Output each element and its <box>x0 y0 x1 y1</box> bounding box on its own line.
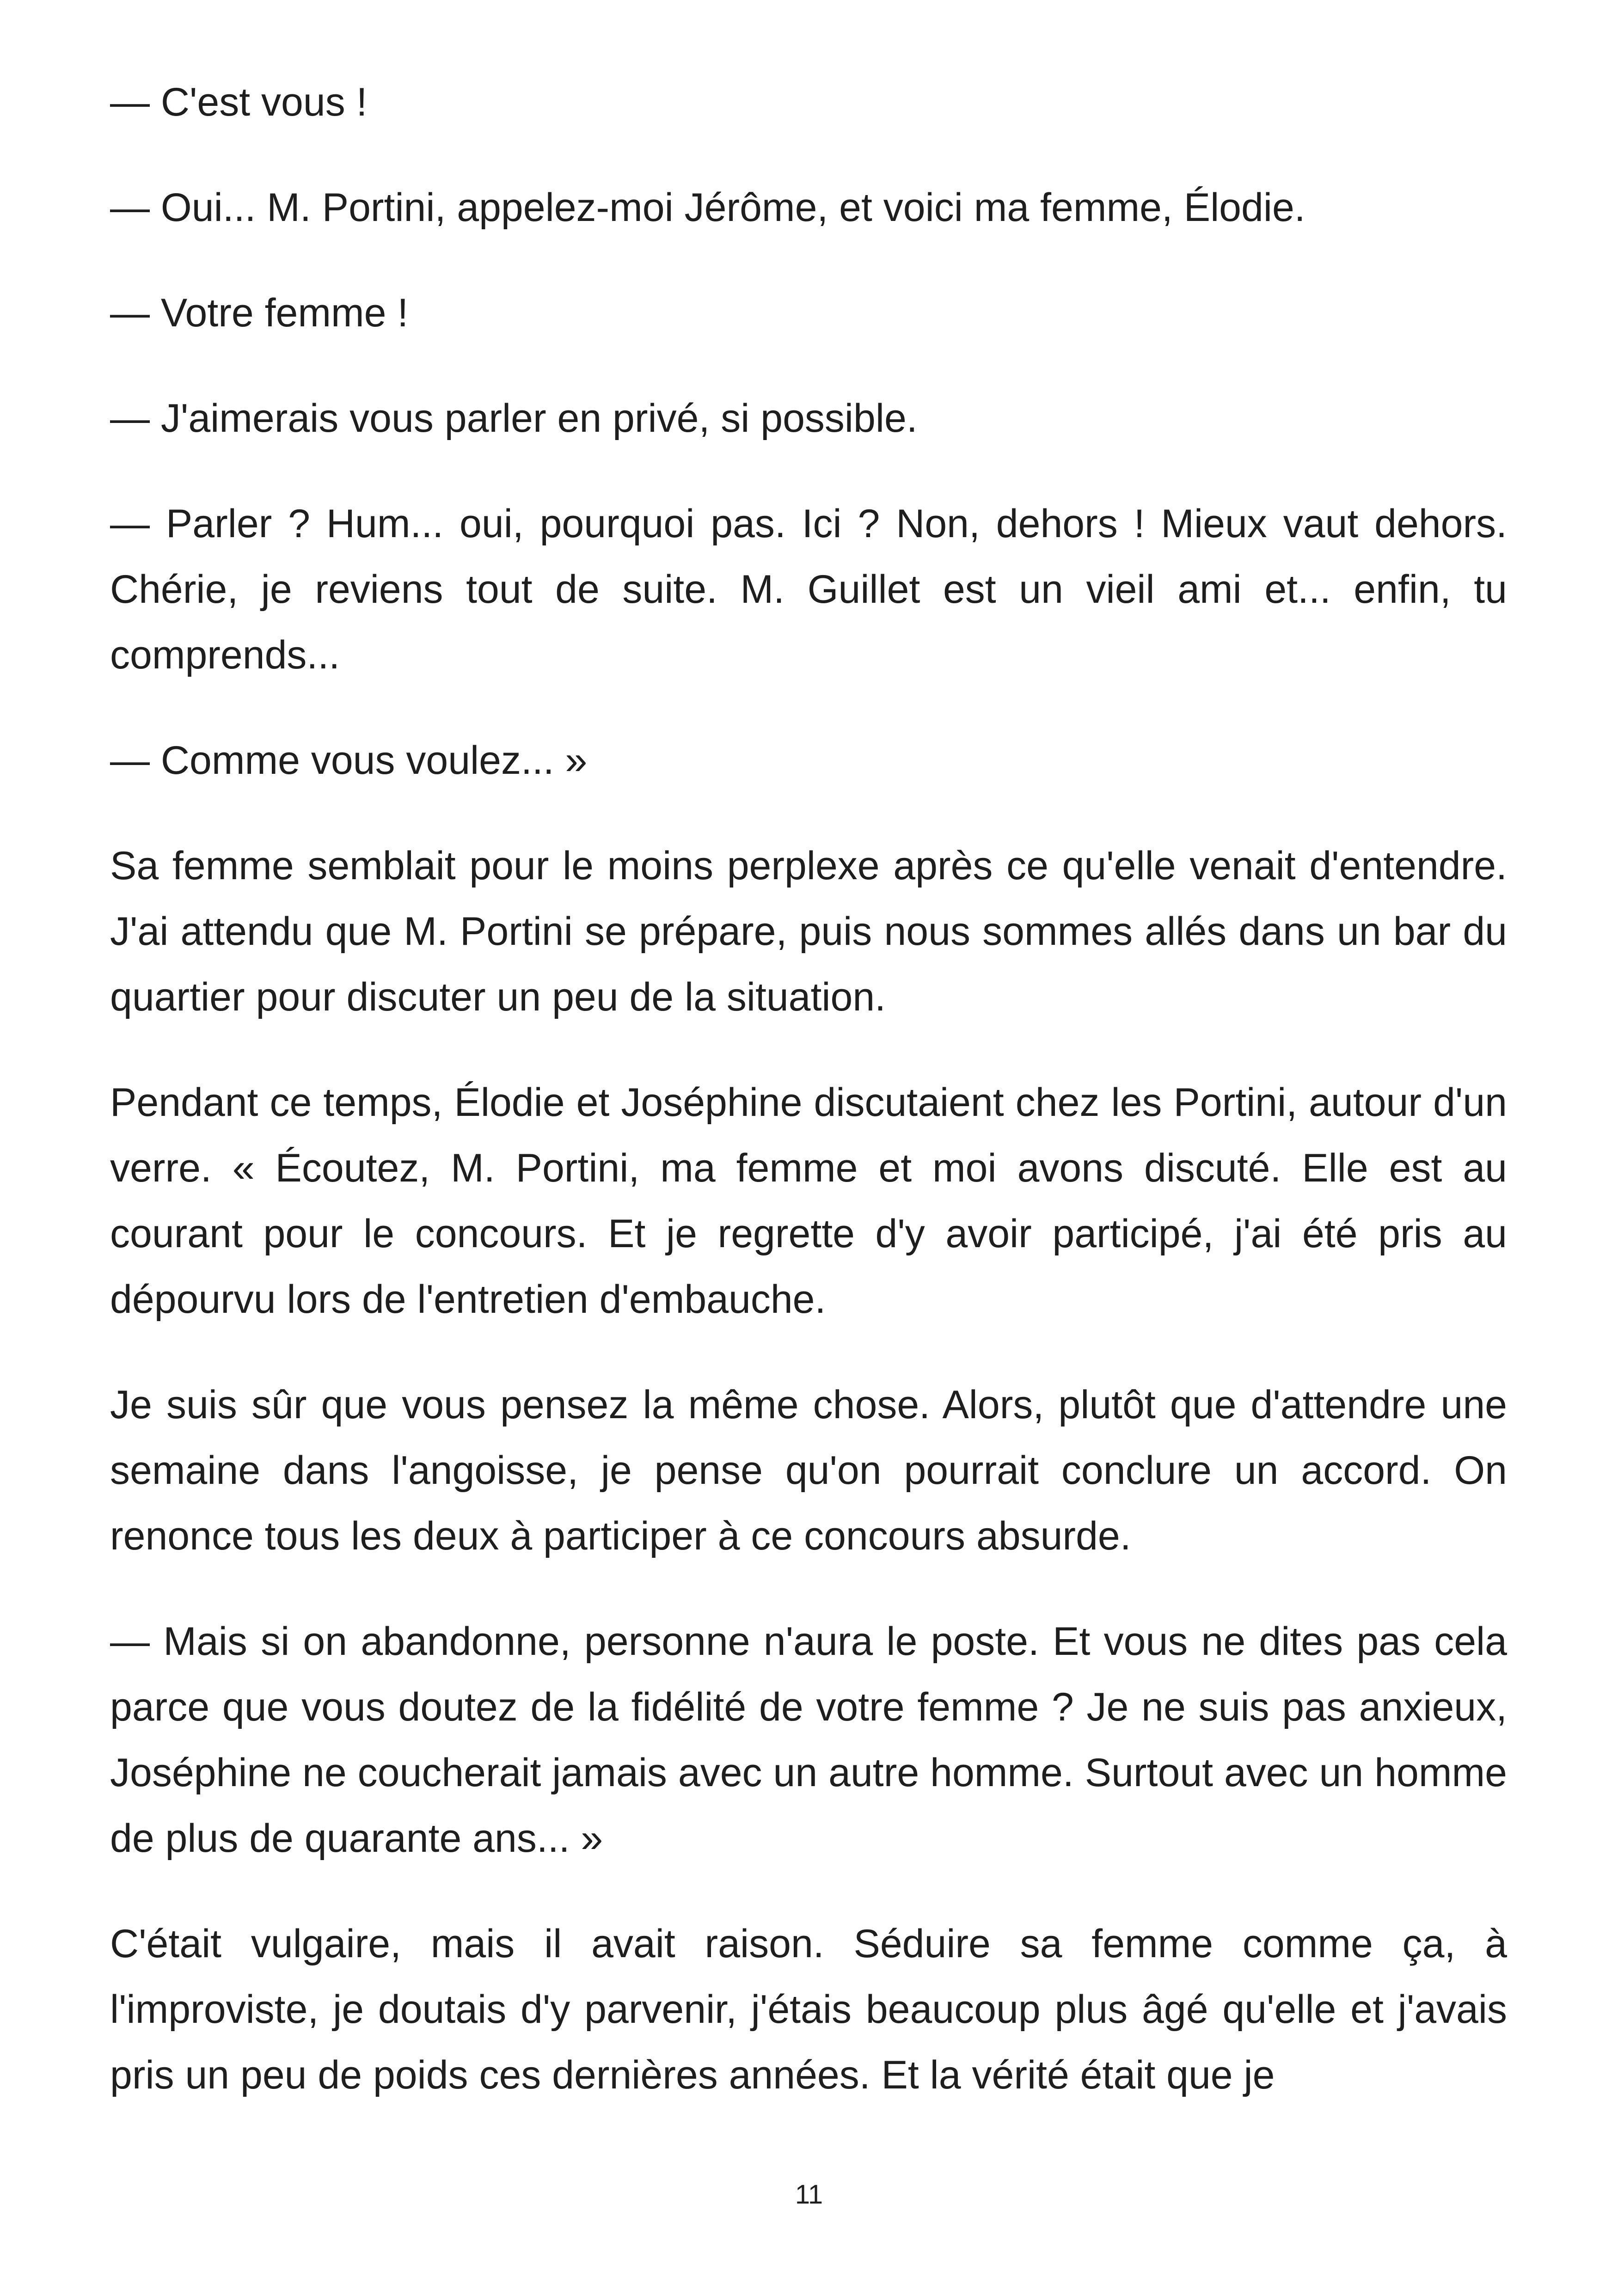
paragraph-9: Je suis sûr que vous pensez la même chose. Alors, plutôt que d'attendre une semaine dans l'angoisse, je pense qu'on pourrait conclure un accord. On renonce tous les deux à participer à ce concours absurde. <box>110 1383 1507 1558</box>
paragraph-6: — Comme vous voulez... » <box>110 738 588 783</box>
paragraph-3: — Votre femme ! <box>110 291 409 335</box>
page-body <box>110 69 1507 2148</box>
paragraph-1: — C'est vous ! <box>110 80 368 124</box>
paragraph-4: — J'aimerais vous parler en privé, si possible. <box>110 396 918 441</box>
page-number: 11 <box>795 2180 823 2210</box>
paragraph-2: — Oui... M. Portini, appelez-moi Jérôme, et voici ma femme, Élodie. <box>110 185 1305 230</box>
paragraph-5: — Parler ? Hum... oui, pourquoi pas. Ici ? Non, dehors ! Mieux vaut dehors. Chérie, je reviens tout de suite. M. Guillet est un vieil ami et... enfin, tu comprends... <box>110 502 1507 677</box>
paragraph-7: Sa femme semblait pour le moins perplexe après ce qu'elle venait d'entendre. J'ai attendu que M. Portini se prépare, puis nous sommes allés dans un bar du quartier pour discuter un peu de la situation. <box>110 844 1507 1019</box>
paragraph-10: — Mais si on abandonne, personne n'aura le poste. Et vous ne dites pas cela parce que vous doutez de la fidélité de votre femme ? Je ne suis pas anxieux, Joséphine ne coucherait jamais avec un autre homme. Surtout avec un homme de plus de quarante ans... » <box>110 1619 1507 1861</box>
paragraph-11: C'était vulgaire, mais il avait raison. Séduire sa femme comme ça, à l'improviste, je doutais d'y parvenir, j'étais beaucoup plus âgé qu'elle et j'avais pris un peu de poids ces dernières années. Et la vérité était que je <box>110 1922 1507 2097</box>
paragraph-8: Pendant ce temps, Élodie et Joséphine discutaient chez les Portini, autour d'un verre. « Écoutez, M. Portini, ma femme et moi avons discuté. Elle est au courant pour le concours. Et je regrette d'y avoir participé, j'ai été pris au dépourvu lors de l'entretien d'embauche. <box>110 1080 1507 1322</box>
